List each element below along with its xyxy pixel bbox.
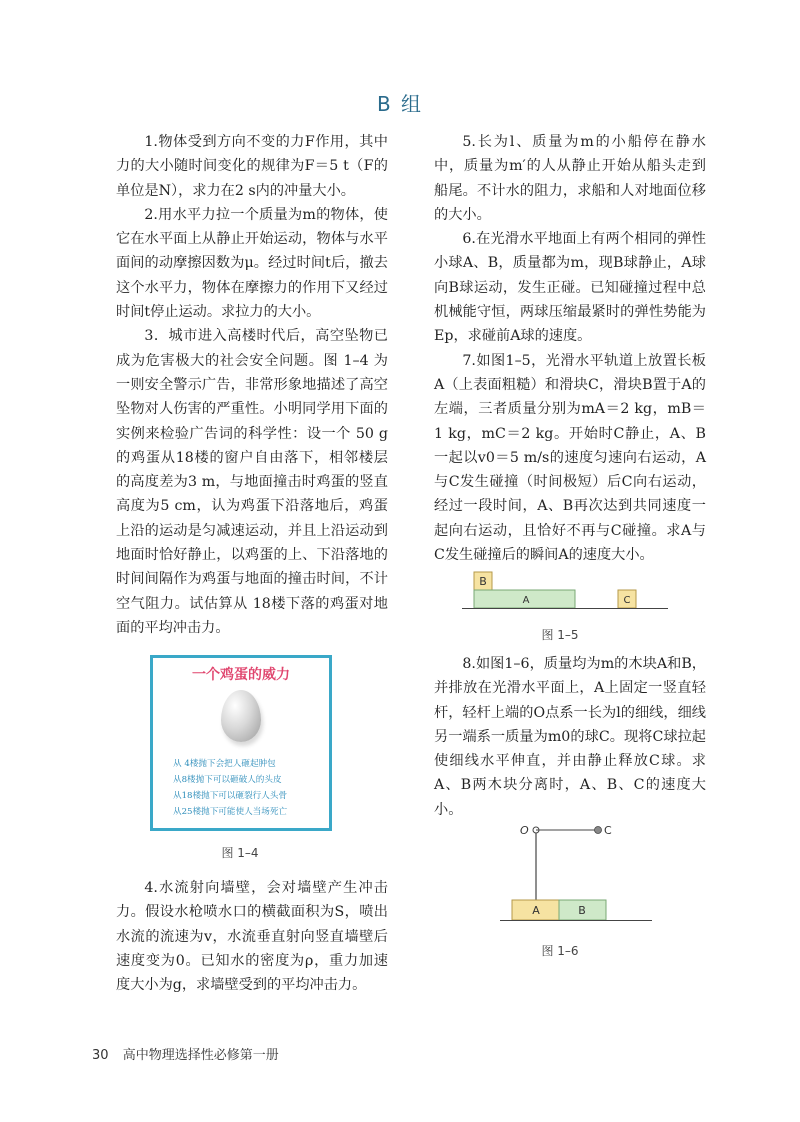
- page-footer: [92, 1044, 289, 1063]
- problem-7: 7.如图1–5，光滑水平轨道上放置长板A（上表面粗糙）和滑块C，滑块B置于A的左端，三者质量分别为mA＝2 kg，mB＝1 kg，mC＝2 kg。开始时C静止，A、B一起以v0＝5 m/s的速度匀速向右运动，A与C发生碰撞（时间极短）后C向右运动，经过一段时间，A、B再次达到共同速度一起向右运动，且恰好不再与C碰撞。求A与C发生碰撞后的瞬间A的速度大小。: [434, 352, 706, 564]
- label-o: O: [520, 824, 529, 837]
- right-column: [434, 130, 706, 567]
- problem-4: 4.水流射向墙壁，会对墙壁产生冲击力。假设水枪喷水口的横截面积为S，喷出水流的流速为v，水流垂直射向竖直墙壁后速度变为0。已知水的密度为ρ，重力加速度大小为g，求墙壁受到的平均冲击力。: [116, 880, 388, 994]
- figure-1-6-diagram: [496, 818, 656, 924]
- block-c-label: C: [623, 595, 631, 606]
- problem-3: 3．城市进入高楼时代后，高空坠物已成为危害极大的社会安全问题。图 1–4 为一则安全警示广告，非常形象地描述了高空坠物对人伤害的严重性。小明同学用下面的实例来检验广告词的科学性：设一个 50 g的鸡蛋从18楼的窗户自由落下，相邻楼层的高度差为3 m，与地面撞击时鸡蛋的竖直高度为5 cm，认为鸡蛋下沿落地后，鸡蛋上沿的运动是匀减速运动，并且上沿运动到地面时恰好静止，以鸡蛋的上、下沿落地的时间间隔作为鸡蛋与地面的撞击时间，不计空气阻力。试估算从 18楼下落的鸡蛋对地面的平均冲击力。: [116, 328, 388, 636]
- figure-1-4-caption: 图 1–4: [221, 846, 259, 860]
- block-a-label: A: [532, 904, 540, 917]
- problem-1: 1.物体受到方向不变的力F作用，其中力的大小随时间变化的规律为F＝5 t（F的单位是N），求力在2 s内的冲量大小。: [116, 134, 388, 199]
- problem-6: 6.在光滑水平地面上有两个相同的弹性小球A、B，质量都为m，现B球静止，A球向B球运动，发生正碰。已知碰撞过程中总机械能守恒，两球压缩最紧时的弹性势能为Ep，求碰前A球的速度。: [434, 231, 706, 345]
- page-number: 30: [92, 1048, 109, 1063]
- left-column: [116, 130, 388, 640]
- book-title: 高中物理选择性必修第一册: [122, 1048, 279, 1063]
- problem-5: 5.长为l、质量为m的小船停在静水中，质量为m′的人从静止开始从船头走到船尾。不计水的阻力，求船和人对地面位移的大小。: [434, 134, 706, 223]
- poster-title: 一个鸡蛋的威力: [192, 667, 290, 683]
- egg-image: [221, 690, 261, 742]
- board-a-label: A: [522, 595, 530, 606]
- egg-warning-poster: [150, 655, 332, 831]
- figure-1-6-caption: 图 1–6: [541, 944, 579, 958]
- poster-line: 从25楼抛下可能使人当场死亡: [173, 807, 288, 817]
- left-column-lower: [116, 876, 388, 997]
- ball-c: [595, 827, 602, 834]
- section-title: B 组: [376, 92, 424, 116]
- poster-line: 从 4楼抛下会把人砸起肿包: [173, 759, 276, 769]
- poster-line: 从18楼抛下可以砸裂行人头骨: [173, 791, 288, 801]
- block-b-label: B: [479, 575, 487, 588]
- poster-lines: [173, 756, 323, 820]
- label-c: C: [604, 824, 612, 837]
- figure-1-5-diagram: [460, 568, 670, 614]
- block-b-label: B: [578, 904, 586, 917]
- poster-line: 从8楼抛下可以砸破人的头皮: [173, 775, 282, 785]
- figure-1-5-caption: 图 1–5: [541, 628, 579, 642]
- right-column-lower: [434, 652, 706, 822]
- problem-2: 2.用水平力拉一个质量为m的物体，使它在水平面上从静止开始运动，物体与水平面间的动摩擦因数为μ。经过时间t后，撤去这个水平力，物体在摩擦力的作用下又经过时间t停止运动。求拉力的大小。: [116, 206, 388, 321]
- problem-8: 8.如图1–6，质量均为m的木块A和B，并排放在光滑水平面上，A上固定一竖直轻杆，轻杆上端的O点系一长为l的细线，细线另一端系一质量为m0的球C。现将C球拉起使细线水平伸直，并由静止释放C球。求A、B两木块分离时，A、B、C的速度大小。: [434, 656, 706, 818]
